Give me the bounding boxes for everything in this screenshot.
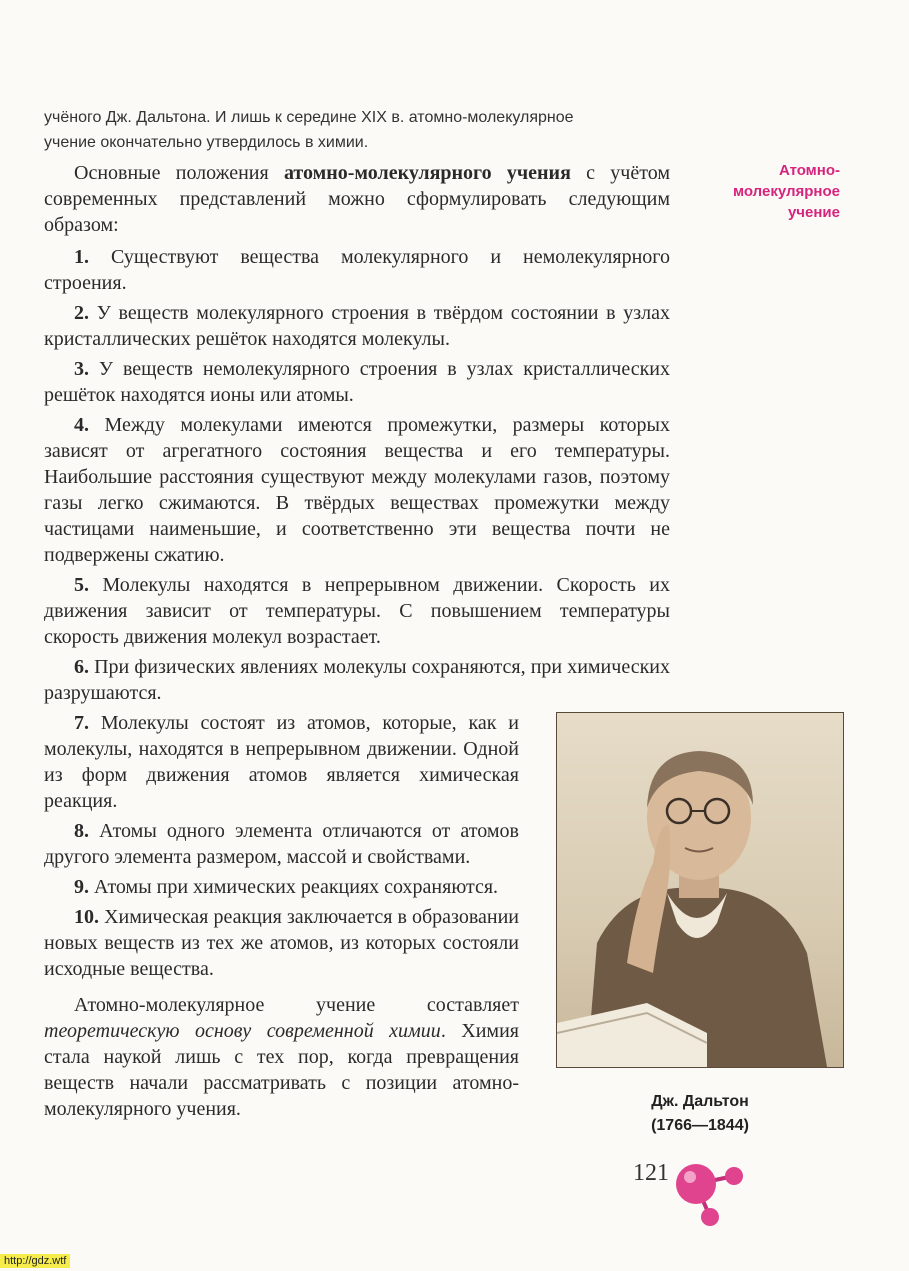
item-number: 10. (74, 906, 99, 928)
list-item-4 (44, 412, 670, 568)
lead-before: Основные положения (74, 162, 284, 184)
item-number: 6. (74, 656, 89, 678)
intro-line-2: учение окончательно утвердилось в химии. (44, 134, 369, 151)
page-number: 121 (633, 1160, 669, 1186)
dalton-portrait (556, 712, 844, 1068)
caption-name: Дж. Дальтон (651, 1093, 749, 1110)
item-number: 7. (74, 712, 89, 734)
list-item-2 (44, 300, 670, 352)
lead-after: с учётом современных представлений можно сформулировать следующим образом: (44, 162, 670, 236)
item-number: 4. (74, 414, 89, 436)
item-text: Атомы одного элемента отличаются от атомов другого элемента размером, массой и свойствами. (44, 820, 519, 868)
watermark-link[interactable]: http://gdz.wtf (0, 1254, 70, 1268)
list-item-7 (44, 710, 519, 814)
closing-emphasis: теоретическую основу современной химии (44, 1020, 441, 1042)
list-item-3 (44, 356, 670, 408)
item-text: У веществ немолекулярного строения в узлах кристаллических решёток находятся ионы или атомы. (44, 358, 670, 406)
item-text: У веществ молекулярного строения в твёрдом состоянии в узлах кристаллических решёток находятся молекулы. (44, 302, 670, 350)
portrait-caption (600, 1090, 800, 1138)
closing-after: . Химия стала наукой лишь с тех пор, когда превращения веществ начали рассматривать с позиции атомно-молекулярного учения. (44, 1020, 519, 1120)
item-text: Химическая реакция заключается в образовании новых веществ из тех же атомов, из которых состояли исходные вещества. (44, 906, 519, 980)
item-text: Существуют вещества молекулярного и немолекулярного строения. (44, 246, 670, 294)
item-number: 8. (74, 820, 89, 842)
item-text: Молекулы находятся в непрерывном движении. Скорость их движения зависит от температуры. С повышением температуры скорость движения молекул возрастает. (44, 574, 670, 648)
list-item-6 (44, 654, 670, 706)
list-item-9 (44, 874, 519, 900)
item-number: 3. (74, 358, 89, 380)
list-item-5 (44, 572, 670, 650)
closing-paragraph (44, 992, 519, 1122)
item-number: 1. (74, 246, 89, 268)
molecule-icon (670, 1148, 750, 1230)
list-item-1 (44, 244, 670, 296)
item-text: Атомы при химических реакциях сохраняются. (89, 876, 499, 898)
item-number: 9. (74, 876, 89, 898)
list-item-10 (44, 904, 519, 982)
item-number: 2. (74, 302, 89, 324)
list-item-8 (44, 818, 519, 870)
intro-text (44, 105, 684, 155)
margin-note: Атомно-молекулярное учение (732, 162, 840, 221)
item-text: Молекулы состоят из атомов, которые, как и молекулы, находятся в непрерывном движении. Одной из форм движения атомов является химическая реакция. (44, 712, 519, 812)
lead-paragraph (44, 160, 670, 238)
item-text: Между молекулами имеются промежутки, размеры которых зависят от агрегатного состояния вещества и его температуры. Наибольшие расстояния существуют между молекулами газов, поэтому газы легко сжимаются. В твёрдых веществах промежутки между частицами наименьшие, и соответственно эти вещества почти не подвержены сжатию. (44, 414, 670, 566)
item-number: 5. (74, 574, 89, 596)
intro-line-1: учёного Дж. Дальтона. И лишь к середине XIX в. атомно-молекулярное (44, 109, 574, 126)
closing-before: Атомно-молекулярное учение составляет (74, 994, 519, 1016)
lead-term: атомно-молекулярного учения (283, 162, 571, 184)
caption-years: (1766—1844) (651, 1117, 749, 1134)
item-text: При физических явлениях молекулы сохраняются, при химических разрушаются. (44, 656, 670, 704)
portrait-drawing (557, 713, 843, 1067)
